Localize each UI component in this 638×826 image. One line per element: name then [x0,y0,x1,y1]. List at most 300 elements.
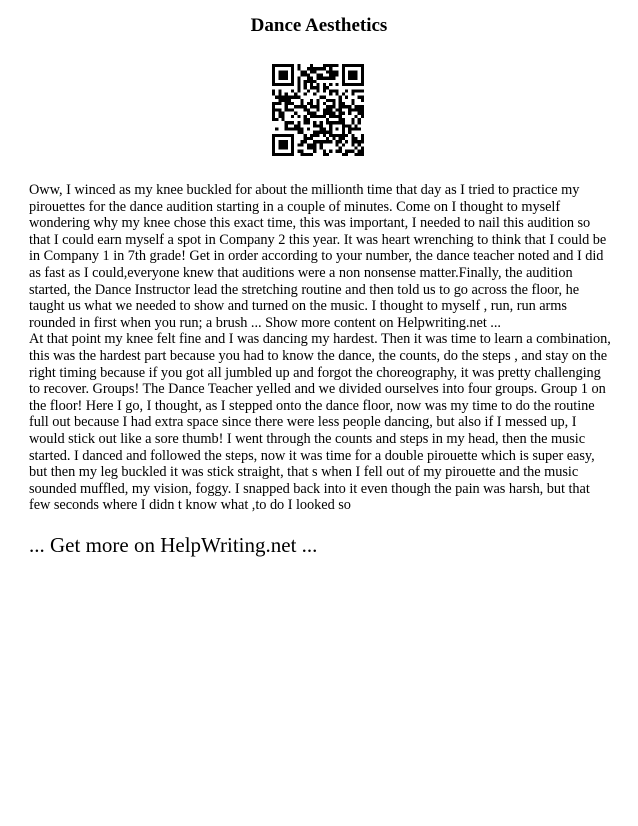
qr-module [313,150,316,153]
qr-module [326,108,329,111]
qr-module [316,108,319,111]
qr-module [272,74,275,77]
qr-module [351,134,354,137]
qr-module [304,118,307,121]
qr-module [272,146,275,149]
qr-module [339,140,342,143]
qr-module [329,74,332,77]
qr-module [342,74,345,77]
qr-module [354,83,357,86]
qr-module [316,102,319,105]
qr-module [345,105,348,108]
qr-module [313,112,316,115]
qr-module [272,70,275,73]
qr-module [326,137,329,140]
qr-module [272,118,275,121]
qr-module [275,96,278,99]
qr-module [332,134,335,137]
qr-module [297,89,300,92]
qr-module [358,150,361,153]
qr-module [272,112,275,115]
qr-module [329,112,332,115]
qr-module [310,83,313,86]
qr-module [291,137,294,140]
qr-module [310,77,313,80]
qr-module [332,77,335,80]
qr-module [304,86,307,89]
qr-module [285,153,288,156]
qr-module [297,67,300,70]
qr-module [316,67,319,70]
qr-module [288,64,291,67]
qr-module [304,153,307,156]
qr-module [329,150,332,153]
qr-module [320,77,323,80]
qr-module [354,137,357,140]
qr-module [332,89,335,92]
qr-module [358,105,361,108]
qr-module [282,143,285,146]
qr-module [329,124,332,127]
qr-module [285,127,288,130]
qr-module [329,121,332,124]
qr-module [354,70,357,73]
qr-module [297,86,300,89]
qr-module [285,99,288,102]
qr-module [342,80,345,83]
qr-module [304,83,307,86]
qr-module [342,64,345,67]
qr-module [354,127,357,130]
qr-module [307,146,310,149]
qr-module [335,74,338,77]
qr-module [297,121,300,124]
qr-module [335,108,338,111]
qr-module [316,77,319,80]
qr-module [313,124,316,127]
qr-module [304,137,307,140]
qr-module [285,64,288,67]
qr-module [320,146,323,149]
qr-module [272,102,275,105]
qr-module [291,70,294,73]
qr-module [361,96,364,99]
qr-module [310,67,313,70]
qr-module [354,124,357,127]
qr-module [282,74,285,77]
qr-module [316,89,319,92]
qr-module [278,83,281,86]
qr-module [272,89,275,92]
qr-module [310,137,313,140]
qr-module [310,143,313,146]
qr-module [332,74,335,77]
qr-module [282,146,285,149]
qr-module [348,127,351,130]
qr-module [351,140,354,143]
qr-module [297,143,300,146]
qr-module [323,153,326,156]
qr-module [285,121,288,124]
qr-module [339,137,342,140]
qr-module [272,137,275,140]
qr-module [361,150,364,153]
qr-module [297,131,300,134]
qr-module [323,140,326,143]
qr-module [351,74,354,77]
qr-module [361,134,364,137]
qr-module [354,77,357,80]
qr-module [278,134,281,137]
qr-module [288,108,291,111]
qr-module [320,67,323,70]
qr-module [361,146,364,149]
qr-module [342,131,345,134]
qr-module [329,131,332,134]
qr-module [275,127,278,130]
qr-module [354,153,357,156]
qr-module [342,102,345,105]
qr-module [278,64,281,67]
qr-module [297,77,300,80]
qr-module [342,93,345,96]
qr-code-icon[interactable] [272,64,364,156]
qr-module [354,146,357,149]
qr-module [358,89,361,92]
qr-module [316,83,319,86]
qr-module [307,118,310,121]
qr-module [342,121,345,124]
qr-module [329,70,332,73]
qr-module [313,115,316,118]
qr-module [316,105,319,108]
qr-module [291,80,294,83]
qr-module [297,124,300,127]
qr-module [361,64,364,67]
qr-module [278,153,281,156]
qr-module [278,140,281,143]
qr-module [323,112,326,115]
qr-module [313,86,316,89]
qr-module [348,64,351,67]
qr-module [307,80,310,83]
qr-module [358,127,361,130]
qr-module [316,134,319,137]
qr-module [313,93,316,96]
qr-module [345,124,348,127]
qr-module [339,150,342,153]
qr-module [307,89,310,92]
qr-module [278,102,281,105]
qr-module [285,124,288,127]
qr-module [294,124,297,127]
qr-module [326,77,329,80]
qr-module [307,112,310,115]
qr-module [291,140,294,143]
qr-module [320,115,323,118]
paragraph-intro: Oww, I winced as my knee buckled for about the millionth time that day as I tried to practice my pirouettes for the dance audition starting in a couple of minutes. Come on I thought to myself wondering why my knee chose this exact time, this was important, I needed to nail this audition so that I could earn myself a spot in Company 2 this year. It was heart wrenching to think that I could be in Company 1 in 7th grade! Get in order according to your number, the dance teacher noted and I did as fast as I could,everyone knew that auditions were a non nonsense matter.Finally, the audition started, the Dance Instructor lead the stretching routine and then told us to go across the floor, he taught us what we needed to show and turned on the music. I thought to myself , run, run arms rounded in first when you run; a brush ... Show more content on Helpwriting.net ... [29,182,607,331]
qr-module [301,127,304,130]
qr-module [278,96,281,99]
qr-module [335,134,338,137]
qr-module [348,108,351,111]
page-title: Dance Aesthetics [250,15,388,36]
qr-module [307,137,310,140]
qr-module [313,143,316,146]
qr-module [335,127,338,130]
qr-module [272,150,275,153]
qr-module [329,64,332,67]
qr-module [342,67,345,70]
qr-module [335,115,338,118]
qr-module [354,105,357,108]
qr-module [307,121,310,124]
article-body [29,182,613,514]
qr-module [310,86,313,89]
qr-module [351,127,354,130]
qr-module [335,89,338,92]
qr-module [329,140,332,143]
qr-module [307,127,310,130]
qr-module [297,115,300,118]
qr-module [326,140,329,143]
qr-module [345,134,348,137]
qr-module [301,102,304,105]
qr-module [291,143,294,146]
qr-module [358,140,361,143]
qr-module [310,115,313,118]
qr-module [291,102,294,105]
qr-module [285,83,288,86]
qr-module [307,143,310,146]
qr-module [323,134,326,137]
qr-module [358,118,361,121]
qr-module [348,83,351,86]
qr-module [278,74,281,77]
qr-module [351,89,354,92]
qr-module [282,153,285,156]
qr-module [275,64,278,67]
qr-module [278,70,281,73]
qr-module [291,74,294,77]
qr-module [358,112,361,115]
qr-module [272,105,275,108]
qr-module [348,150,351,153]
qr-module [294,105,297,108]
qr-module [329,134,332,137]
qr-module [348,70,351,73]
qr-module [272,80,275,83]
qr-module [361,105,364,108]
qr-module [323,89,326,92]
qr-module [301,74,304,77]
qr-module [285,74,288,77]
qr-module [297,150,300,153]
qr-module [351,70,354,73]
qr-module [323,127,326,130]
qr-module [320,121,323,124]
qr-module [288,121,291,124]
qr-module [301,99,304,102]
qr-module [310,105,313,108]
qr-module [288,99,291,102]
qr-module [275,118,278,121]
qr-module [301,143,304,146]
qr-module [326,70,329,73]
qr-module [297,64,300,67]
qr-module [335,140,338,143]
qr-module [282,115,285,118]
qr-module [310,146,313,149]
qr-module [291,121,294,124]
qr-module [313,134,316,137]
qr-module [278,115,281,118]
qr-module [278,108,281,111]
qr-module [275,108,278,111]
qr-module [291,146,294,149]
qr-module [335,64,338,67]
qr-module [339,134,342,137]
qr-module [320,131,323,134]
qr-module [297,127,300,130]
qr-module [342,83,345,86]
qr-module [332,102,335,105]
qr-module [288,96,291,99]
qr-module [323,102,326,105]
qr-module [291,134,294,137]
qr-module [351,143,354,146]
qr-module [354,140,357,143]
qr-module [294,112,297,115]
qr-module [323,83,326,86]
qr-module [348,131,351,134]
qr-module [310,102,313,105]
qr-module [275,153,278,156]
qr-module [342,118,345,121]
paragraph-continued: At that point my knee felt fine and I was dancing my hardest. Then it was time to learn a combination, this was the hardest part because you had to know the dance, the counts, do the steps , and stay on the right timing because if you got all jumbled up and forgot the choreography, it was pretty challenging to recover. Groups! The Dance Teacher yelled and we divided ourselves into four groups. Group 1 on the floor! Here I go, I thought, as I stepped onto the dance floor, now was my time to do the routine full out because I had extra space since there were less people dancing, but also if I messed up, I would stick out like a sore thumb! I went through the counts and steps in my head, then the music started. I danced and followed the steps, now it was time for a double pirouette which is super easy, but then my leg buckled it was stick straight, that s when I fell out of my pirouette and the music sounded muffled, my vision, foggy. I snapped back into it even though the pain was harsh, but that few seconds where I didn t know what ,to do I looked so [29,331,611,514]
qr-module [304,121,307,124]
qr-module [342,143,345,146]
qr-module [313,105,316,108]
qr-module [310,134,313,137]
qr-module [278,112,281,115]
qr-module [342,153,345,156]
qr-module [320,74,323,77]
qr-module [351,150,354,153]
qr-module [285,143,288,146]
qr-module [342,105,345,108]
qr-module [291,77,294,80]
qr-module [297,80,300,83]
qr-module [294,93,297,96]
qr-module [345,140,348,143]
qr-module [345,150,348,153]
qr-module [351,93,354,96]
qr-module [307,108,310,111]
qr-module [348,105,351,108]
qr-module [288,102,291,105]
qr-module [304,70,307,73]
qr-module [313,140,316,143]
qr-module [285,146,288,149]
qr-module [297,105,300,108]
qr-module [361,137,364,140]
qr-module [272,140,275,143]
qr-module [361,77,364,80]
qr-module [285,102,288,105]
qr-module [288,83,291,86]
qr-module [282,112,285,115]
qr-module [316,131,319,134]
qr-module [272,77,275,80]
qr-module [339,115,342,118]
qr-module [361,67,364,70]
qr-module [282,118,285,121]
qr-module [282,96,285,99]
qr-module [345,96,348,99]
qr-module [351,137,354,140]
qr-module [291,108,294,111]
qr-module [358,96,361,99]
qr-module [282,140,285,143]
qr-module [351,99,354,102]
get-more-link[interactable]: ... Get more on HelpWriting.net ... [29,533,318,557]
qr-module [354,74,357,77]
qr-module [342,137,345,140]
qr-module [326,131,329,134]
qr-module [329,77,332,80]
qr-module [358,121,361,124]
qr-module [351,77,354,80]
qr-module [310,153,313,156]
qr-module [358,108,361,111]
qr-module [313,80,316,83]
qr-module [304,74,307,77]
qr-module [335,70,338,73]
qr-module [329,99,332,102]
qr-module [272,143,275,146]
qr-module [272,153,275,156]
qr-module [361,74,364,77]
qr-module [320,124,323,127]
qr-module [323,131,326,134]
qr-module [288,134,291,137]
qr-module [326,153,329,156]
qr-module [282,70,285,73]
qr-module [282,77,285,80]
qr-module [361,99,364,102]
qr-module [326,118,329,121]
qr-module [278,77,281,80]
qr-module [307,74,310,77]
qr-module [323,67,326,70]
qr-module [291,64,294,67]
qr-module [285,140,288,143]
qr-module [320,127,323,130]
qr-module [326,99,329,102]
qr-module [361,80,364,83]
qr-module [291,153,294,156]
qr-module [335,150,338,153]
qr-module [326,121,329,124]
qr-module [361,115,364,118]
qr-module [272,83,275,86]
qr-module [285,134,288,137]
qr-module [345,64,348,67]
qr-module [307,67,310,70]
qr-module [304,80,307,83]
qr-module [339,102,342,105]
